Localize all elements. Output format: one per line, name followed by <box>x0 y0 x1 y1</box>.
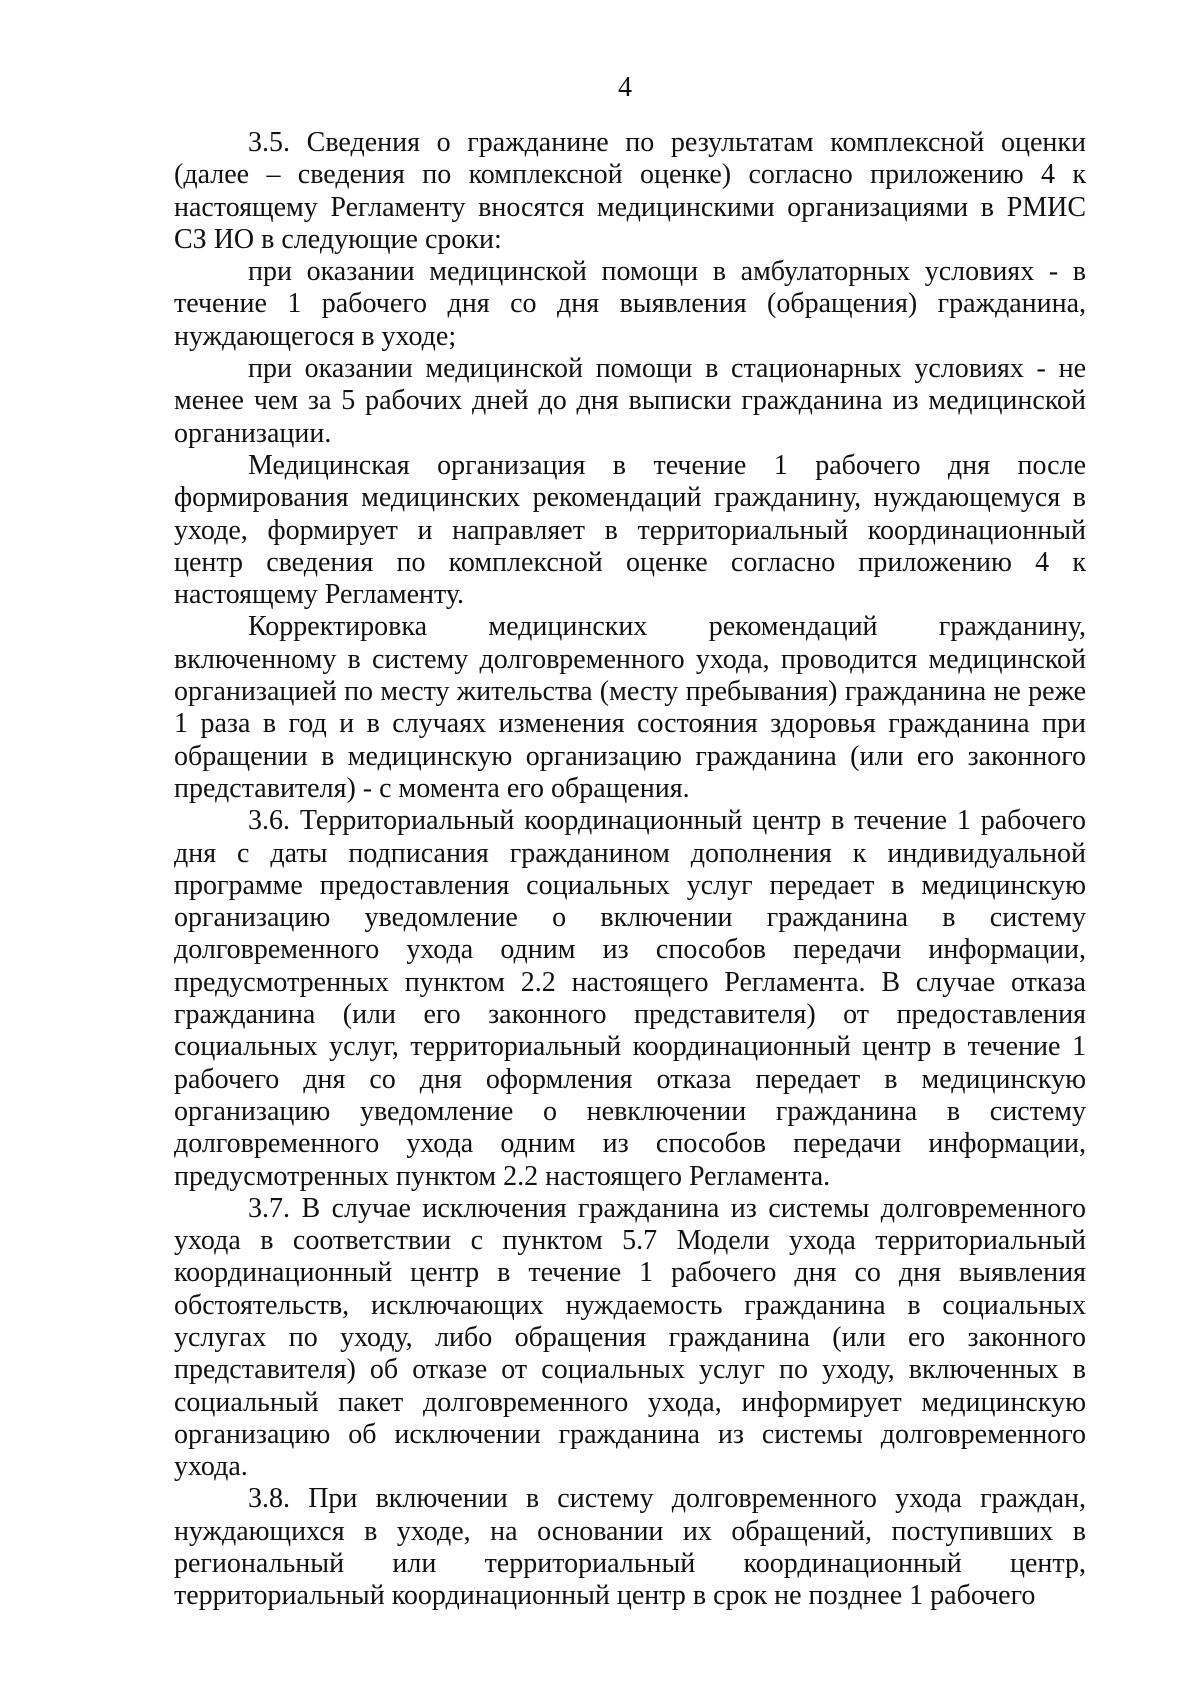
paragraph-3-5: 3.5. Сведения о гражданине по результатам комплексной оценки (далее – сведения по комплексной оценке) согласно приложению 4 к настоящему Регламенту вносятся медицинскими организациями в РМИС СЗ ИО в следующие сроки: <box>174 127 1086 255</box>
paragraph-3-7: 3.7. В случае исключения гражданина из системы долговременного ухода в соответствии с пунктом 5.7 Модели ухода территориальный координационный центр в течение 1 рабочего дня со дня выявления обстоятельств, исключающих нуждаемость гражданина в социальных услугах по уходу, либо обращения гражданина (или его законного представителя) об отказе от социальных услуг по уходу, включенных в социальный пакет долговременного ухода, информирует медицинскую организацию об исключении гражданина из системы долговременного ухода. <box>174 1192 1086 1483</box>
paragraph-recommendation-correction: Корректировка медицинских рекомендаций гражданину, включенному в систему долговременного ухода, проводится медицинской организацией по месту жительства (месту пребывания) гражданина не реже 1 раза в год и в случаях изменения состояния здоровья гражданина при обращении в медицинскую организацию гражданина (или его законного представителя) - с момента его обращения. <box>174 611 1086 804</box>
paragraph-inpatient-terms: при оказании медицинской помощи в стационарных условиях - не менее чем за 5 рабочих дней до дня выписки гражданина из медицинской организации. <box>174 353 1086 449</box>
document-body <box>174 127 1086 1613</box>
paragraph-medical-org-sends-info: Медицинская организация в течение 1 рабочего дня после формирования медицинских рекомендаций гражданину, нуждающемуся в уходе, формирует и направляет в территориальный координационный центр сведения по комплексной оценке согласно приложению 4 к настоящему Регламенту. <box>174 449 1086 611</box>
paragraph-ambulatory-terms: при оказании медицинской помощи в амбулаторных условиях - в течение 1 рабочего дня со дня выявления (обращения) гражданина, нуждающегося в уходе; <box>174 256 1086 352</box>
paragraph-3-8: 3.8. При включении в систему долговременного ухода граждан, нуждающихся в уходе, на основании их обращений, поступивших в региональный или территориальный координационный центр, территориальный координационный центр в срок не позднее 1 рабочего <box>174 1483 1086 1612</box>
page-number: 4 <box>618 72 632 103</box>
paragraph-3-6: 3.6. Территориальный координационный центр в течение 1 рабочего дня с даты подписания гражданином дополнения к индивидуальной программе предоставления социальных услуг передает в медицинскую организацию уведомление о включении гражданина в систему долговременного ухода одним из способов передачи информации, предусмотренных пунктом 2.2 настоящего Регламента. В случае отказа гражданина (или его законного представителя) от предоставления социальных услуг, территориальный координационный центр в течение 1 рабочего дня со дня оформления отказа передает в медицинскую организацию уведомление о невключении гражданина в систему долговременного ухода одним из способов передачи информации, предусмотренных пунктом 2.2 настоящего Регламента. <box>174 805 1086 1192</box>
